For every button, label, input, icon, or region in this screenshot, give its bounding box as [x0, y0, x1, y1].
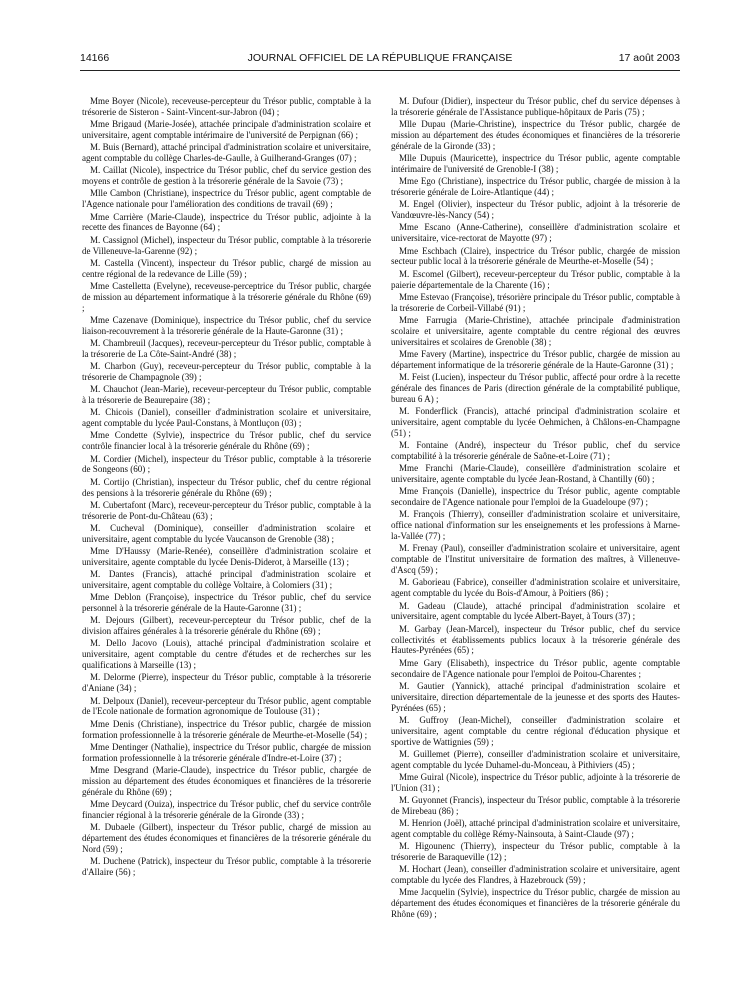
appointment-entry: M. Chauchot (Jean-Marie), receveur-percepteur du Trésor public, comptable à la trésorerie de Beaurepaire (38) ; — [82, 384, 371, 406]
appointment-entry: Mlle Cambon (Christiane), inspectrice du Trésor public, agent comptable de l'Agence nationale pour l'amélioration des conditions de travail (69) ; — [82, 188, 371, 210]
appointment-entry: Mme Boyer (Nicole), receveuse-percepteur du Trésor public, comptable à la trésorerie de Sisteron - Saint-Vincent-sur-Jabron (04) ; — [82, 96, 371, 117]
appointment-entry: Mme Escano (Anne-Catherine), conseillère d'administration scolaire et universitaire, vice-rectorat de Mayotte (97) ; — [391, 222, 680, 244]
page-header — [80, 52, 680, 70]
appointment-entry: M. Dantes (Francis), attaché principal d'administration scolaire et universitaire, agent comptable du collège Voltaire, à Colomiers (31) ; — [82, 569, 371, 590]
appointment-entry: M. Hochart (Jean), conseiller d'administration scolaire et universitaire, agent comptable du lycée des Flandres, à Hazebrouck (59) ; — [391, 864, 680, 886]
appointment-entry: Mme Gary (Elisabeth), inspectrice du Trésor public, agente comptable secondaire de l'Agence nationale pour l'emploi de Poitou-Charentes ; — [391, 657, 680, 679]
right-column — [391, 96, 680, 921]
appointment-entry: M. Garbay (Jean-Marcel), inspecteur du Trésor public, chef du service collectivités et établissements publics locaux à la trésorerie générale des Hautes-Pyrénées (65) ; — [391, 623, 680, 656]
appointment-entry: M. François (Thierry), conseiller d'administration scolaire et universitaire, office national d'information sur les enseignements et les professions à Marne-la-Vallée (77) ; — [391, 509, 680, 542]
appointment-entry: M. Henrion (Joël), attaché principal d'administration scolaire et universitaire, agent comptable du collège Rémy-Nainsouta, à Saint-Claude (97) ; — [391, 818, 680, 840]
appointment-entry: M. Delorme (Pierre), inspecteur du Trésor public, comptable à la trésorerie d'Aniane (34) ; — [82, 672, 371, 694]
appointment-entry: M. Gaborieau (Fabrice), conseiller d'administration scolaire et universitaire, agent comptable du lycée du Bois-d'Amour, à Poitiers (86) ; — [391, 577, 680, 599]
appointment-entry: Mme Eschbach (Claire), inspectrice du Trésor public, chargée de mission secteur public local à la trésorerie générale de Meurthe-et-Moselle (54) ; — [391, 245, 680, 267]
publication-date: 17 août 2003 — [618, 52, 680, 64]
appointment-entry: M. Buis (Bernard), attaché principal d'administration scolaire et universitaire, agent comptable du collège Charles-de-Gaulle, à Guilherand-Granges (07) ; — [82, 142, 371, 164]
appointment-entry: Mme Favery (Martine), inspectrice du Trésor public, chargée de mission au département informatique de la trésorerie générale de la Haute-Garonne (31) ; — [391, 348, 680, 370]
appointment-entry: Mme Franchi (Marie-Claude), conseillère d'administration scolaire et universitaire, agente comptable du lycée Jean-Rostand, à Chantilly (60) ; — [391, 463, 680, 485]
appointment-entry: Mme Jacquelin (Sylvie), inspectrice du Trésor public, chargée de mission au département des études économiques et financières de la trésorerie générale du Rhône (69) ; — [391, 887, 680, 920]
appointment-entry: Mme Desgrand (Marie-Claude), inspectrice du Trésor public, chargée de mission au département des études économiques et financières de la trésorerie générale du Rhône (69) ; — [82, 764, 371, 797]
appointment-entry: M. Cucheval (Dominique), conseiller d'administration scolaire et universitaire, agent comptable du lycée Vaucanson de Grenoble (38) ; — [82, 522, 371, 544]
appointment-entry: Mme Carrière (Marie-Claude), inspectrice du Trésor public, adjointe à la recette des finances de Bayonne (64) ; — [82, 211, 371, 233]
appointment-entry: M. Fonderflick (Francis), attaché principal d'administration scolaire et universitaire, agent comptable du lycée Oehmichen, à Châlons-en-Champagne (51) ; — [391, 406, 680, 438]
appointment-entry: M. Engel (Olivier), inspecteur du Trésor public, adjoint à la trésorerie de Vandœuvre-lès-Nancy (54) ; — [391, 199, 680, 221]
appointment-entry: M. Cortijo (Christian), inspecteur du Trésor public, chef du centre régional des pensions à la trésorerie générale du Rhône (69) ; — [82, 476, 371, 498]
appointment-entry: Mme Guiral (Nicole), inspectrice du Trésor public, adjointe à la trésorerie de l'Union (31) ; — [391, 771, 680, 793]
appointment-entry: M. Cordier (Michel), inspecteur du Trésor public, comptable à la trésorerie de Songeons (60) ; — [82, 453, 371, 475]
appointment-entry: M. Higounenc (Thierry), inspecteur du Trésor public, comptable à la trésorerie de Baraqueville (12) ; — [391, 841, 680, 863]
appointment-entry: Mme Deycard (Ouiza), inspectrice du Trésor public, chef du service contrôle financier régional à la trésorerie générale de la Gironde (33) ; — [82, 798, 371, 820]
appointment-entry: M. Dejours (Gilbert), receveur-percepteur du Trésor public, chef de la division affaires générales à la trésorerie générale du Rhône (69) ; — [82, 615, 371, 637]
appointment-entry: M. Castella (Vincent), inspecteur du Trésor public, chargé de mission au centre régional de la redevance de Lille (59) ; — [82, 257, 371, 279]
appointment-entry: Mme Estevao (Françoise), trésorière principale du Trésor public, comptable à la trésorerie de Corbeil-Villabé (91) ; — [391, 291, 680, 313]
appointment-entry: Mme Condette (Sylvie), inspectrice du Trésor public, chef du service contrôle financier local à la trésorerie générale du Rhône (69) ; — [82, 430, 371, 452]
appointment-entry: Mme Deblon (Françoise), inspectrice du Trésor public, chef du service personnel à la trésorerie générale de la Haute-Garonne (31) ; — [82, 592, 371, 614]
appointment-entry: M. Guillemet (Pierre), conseiller d'administration scolaire et universitaire, agent comptable du lycée Duhamel-du-Monceau, à Pithiviers (45) ; — [391, 748, 680, 770]
appointment-entry: M. Chicois (Daniel), conseiller d'administration scolaire et universitaire, agent comptable du lycée Paul-Constans, à Montluçon (03) ; — [82, 407, 371, 429]
journal-title: JOURNAL OFFICIEL DE LA RÉPUBLIQUE FRANÇAISE — [247, 52, 513, 64]
appointment-entry: Mme Denis (Christiane), inspectrice du Trésor public, chargée de mission formation professionnelle à la trésorerie générale de Meurthe-et-Moselle (54) ; — [82, 718, 371, 740]
appointment-entry: M. Fontaine (André), inspecteur du Trésor public, chef du service comptabilité à la trésorerie générale de Saône-et-Loire (71) ; — [391, 440, 680, 461]
appointment-entry: M. Duchene (Patrick), inspecteur du Trésor public, comptable à la trésorerie d'Allaire (56) ; — [82, 856, 371, 877]
appointment-entry: Mlle Dupau (Marie-Christine), inspectrice du Trésor public, chargée de mission au département des études économiques et financières de la trésorerie générale de la Gironde (33) ; — [391, 119, 680, 151]
appointment-entry: M. Chambreuil (Jacques), receveur-percepteur du Trésor public, comptable à la trésorerie de La Côte-Saint-André (38) ; — [82, 338, 371, 359]
appointment-entry: M. Guyonnet (Francis), inspecteur du Trésor public, comptable à la trésorerie de Mirebeau (86) ; — [391, 795, 680, 816]
appointment-entry: Mme Dentinger (Nathalie), inspectrice du Trésor public, chargée de mission formation professionnelle à la trésorerie générale d'Indre-et-Loire (37) ; — [82, 741, 371, 763]
appointment-entry: Mme Castelletta (Evelyne), receveuse-perceptrice du Trésor public, chargée de mission au département informatique à la trésorerie générale du Rhône (69) ; — [82, 280, 371, 313]
appointment-entry: M. Dello Jacovo (Louis), attaché principal d'administration scolaire et universitaire, agent comptable du centre d'études et de recherches sur les qualifications à Marseille (13) ; — [82, 638, 371, 671]
appointment-entry: M. Gautier (Yannick), attaché principal d'administration scolaire et universitaire, direction départementale de la jeunesse et des sports des Hautes-Pyrénées (65) ; — [391, 680, 680, 713]
appointment-entry: M. Dubaele (Gilbert), inspecteur du Trésor public, chargé de mission au département des études économiques et financières de la trésorerie générale du Nord (59) ; — [82, 822, 371, 854]
appointment-entry: Mme D'Haussy (Marie-Renée), conseillère d'administration scolaire et universitaire, agente comptable du lycée Denis-Diderot, à Marseille (13) ; — [82, 545, 371, 567]
appointment-entry: M. Delpoux (Daniel), receveur-percepteur du Trésor public, agent comptable de l'Ecole nationale de formation agronomique de Toulouse (31) ; — [82, 695, 371, 717]
page-number: 14166 — [80, 52, 110, 64]
left-column — [82, 96, 371, 879]
appointment-entry: M. Cubertafont (Marc), receveur-percepteur du Trésor public, comptable à la trésorerie de Pont-du-Château (63) ; — [82, 499, 371, 521]
appointment-entry: M. Dufour (Didier), inspecteur du Trésor public, chef du service dépenses à la trésorerie générale de l'Assistance publique-hôpitaux de Paris (75) ; — [391, 96, 680, 117]
appointment-entry: M. Cassignol (Michel), inspecteur du Trésor public, comptable à la trésorerie de Villeneuve-la-Garenne (92) ; — [82, 234, 371, 256]
appointment-entry: Mme François (Danielle), inspectrice du Trésor public, agente comptable secondaire de l'Agence nationale pour l'emploi de la Guadeloupe (97) ; — [391, 486, 680, 508]
appointment-entry: M. Frenay (Paul), conseiller d'administration scolaire et universitaire, agent comptable de l'Institut universitaire de formation des maîtres, à Villeneuve-d'Ascq (59) ; — [391, 543, 680, 576]
appointment-entry: Mme Farrugia (Marie-Christine), attachée principale d'administration scolaire et universitaire, agente comptable du centre régional des œuvres universitaires et scolaires de Grenoble (38) ; — [391, 314, 680, 347]
appointment-entry: Mme Cazenave (Dominique), inspectrice du Trésor public, chef du service liaison-recouvrement à la trésorerie générale de la Haute-Garonne (31) ; — [82, 314, 371, 336]
appointment-entry: M. Charbon (Guy), receveur-percepteur du Trésor public, comptable à la trésorerie de Champagnole (39) ; — [82, 361, 371, 383]
appointment-entry: Mlle Dupuis (Mauricette), inspectrice du Trésor public, agente comptable intérimaire de l'université de Grenoble-I (38) ; — [391, 153, 680, 175]
appointment-entry: Mme Brigaud (Marie-Josée), attachée principale d'administration scolaire et universitaire, agent comptable intérimaire de l'université de Perpignan (66) ; — [82, 119, 371, 141]
header-rule — [80, 70, 680, 71]
appointment-entry: M. Caillat (Nicole), inspectrice du Trésor public, chef du service gestion des moyens et contrôle de gestion à la trésorerie générale de la Savoie (73) ; — [82, 165, 371, 187]
appointment-entry: M. Feist (Lucien), inspecteur du Trésor public, affecté pour ordre à la recette générale des finances de Paris (direction générale de la comptabilité publique, bureau 6 A) ; — [391, 372, 680, 404]
appointment-entry: M. Guffroy (Jean-Michel), conseiller d'administration scolaire et universitaire, agent comptable du centre régional d'éducation physique et sportive de Wattignies (59) ; — [391, 714, 680, 747]
appointment-entry: M. Escomel (Gilbert), receveur-percepteur du Trésor public, comptable à la paierie départementale de la Charente (16) ; — [391, 268, 680, 290]
appointment-entry: Mme Ego (Christiane), inspectrice du Trésor public, chargée de mission à la trésorerie générale de Loire-Atlantique (44) ; — [391, 176, 680, 198]
appointment-entry: M. Gadeau (Claude), attaché principal d'administration scolaire et universitaire, agent comptable du lycée Albert-Bayet, à Tours (37) ; — [391, 600, 680, 622]
